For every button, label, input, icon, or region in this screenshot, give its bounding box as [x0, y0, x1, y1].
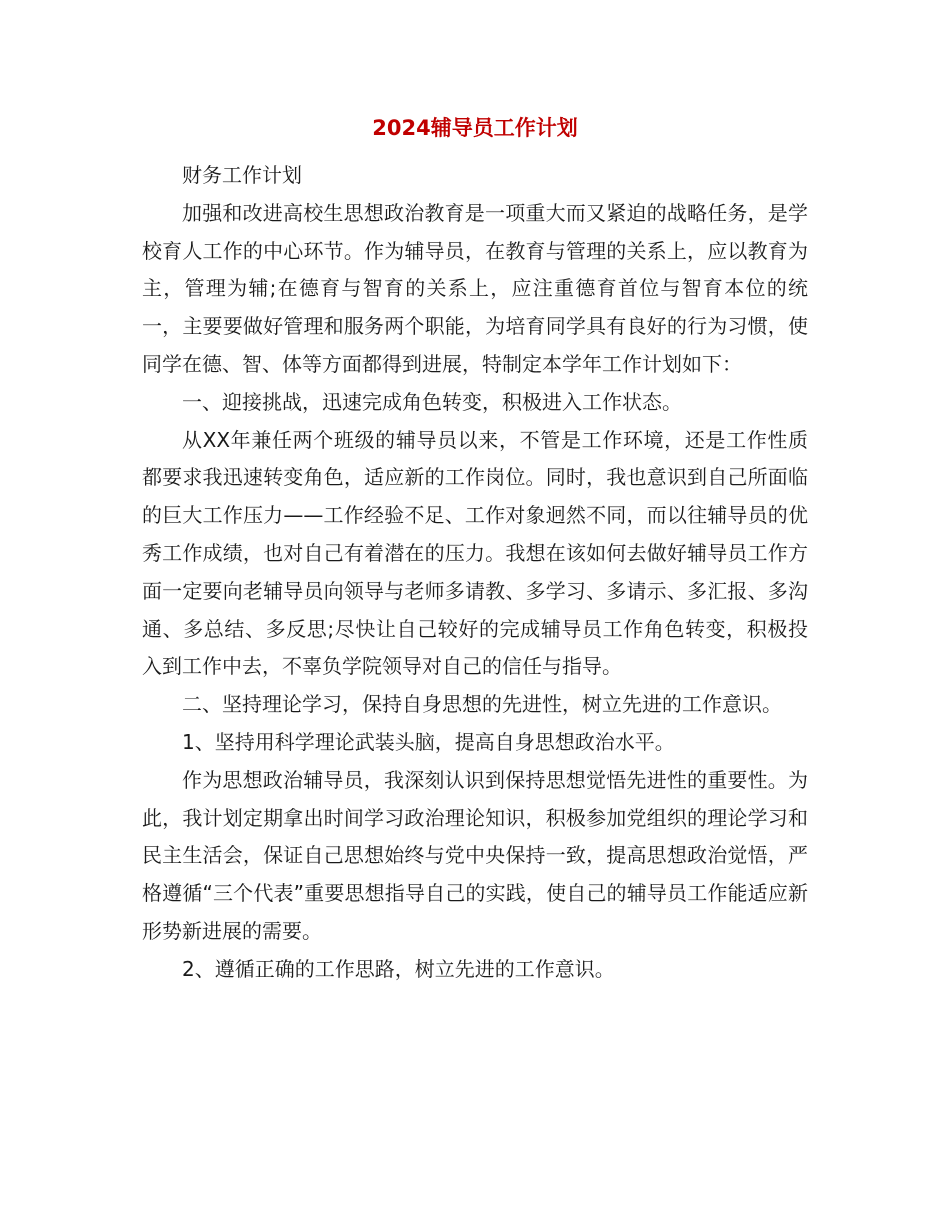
paragraph-intro: 加强和改进高校生思想政治教育是一项重大而又紧迫的战略任务，是学校育人工作的中心环节。作为辅导员，在教育与管理的关系上，应以教育为主，管理为辅;在德育与智育的关系上，应注重德育首位与智育本位的统一，主要要做好管理和服务两个职能，为培育同学具有良好的行为习惯，使同学在德、智、体等方面都得到进展，特制定本学年工作计划如下：: [142, 200, 808, 376]
document-title: 2024辅导员工作计划: [372, 116, 578, 140]
document-body: [142, 157, 808, 989]
section-heading-2: 二、坚持理论学习，保持自身思想的先进性，树立先进的工作意识。: [182, 692, 782, 717]
subsection-heading-1: 1、坚持用科学理论武装头脑，提高自身思想政治水平。: [182, 729, 675, 754]
subsection-heading-2: 2、遵循正确的工作思路，树立先进的工作意识。: [182, 956, 615, 981]
paragraph-section-1: 从XX年兼任两个班级的辅导员以来，不管是工作环境，还是工作性质都要求我迅速转变角色，适应新的工作岗位。同时，我也意识到自己所面临的巨大工作压力——工作经验不足、工作对象迥然不同，而以往辅导员的优秀工作成绩，也对自己有着潜在的压力。我想在该如何去做好辅导员工作方面一定要向老辅导员向领导与老师多请教、多学习、多请示、多汇报、多沟通、多总结、多反思;尽快让自己较好的完成辅导员工作角色转变，积极投入到工作中去，不辜负学院领导对自己的信任与指导。: [142, 427, 808, 679]
section-heading-1: 一、迎接挑战，迅速完成角色转变，积极进入工作状态。: [182, 389, 682, 414]
paragraph-heading: 财务工作计划: [182, 163, 302, 187]
paragraph-subsection-1: 作为思想政治辅导员，我深刻认识到保持思想觉悟先进性的重要性。为此，我计划定期拿出时间学习政治理论知识，积极参加党组织的理论学习和民主生活会，保证自己思想始终与党中央保持一致，提高思想政治觉悟，严格遵循“三个代表”重要思想指导自己的实践，使自己的辅导员工作能适应新形势新进展的需要。: [142, 767, 808, 943]
